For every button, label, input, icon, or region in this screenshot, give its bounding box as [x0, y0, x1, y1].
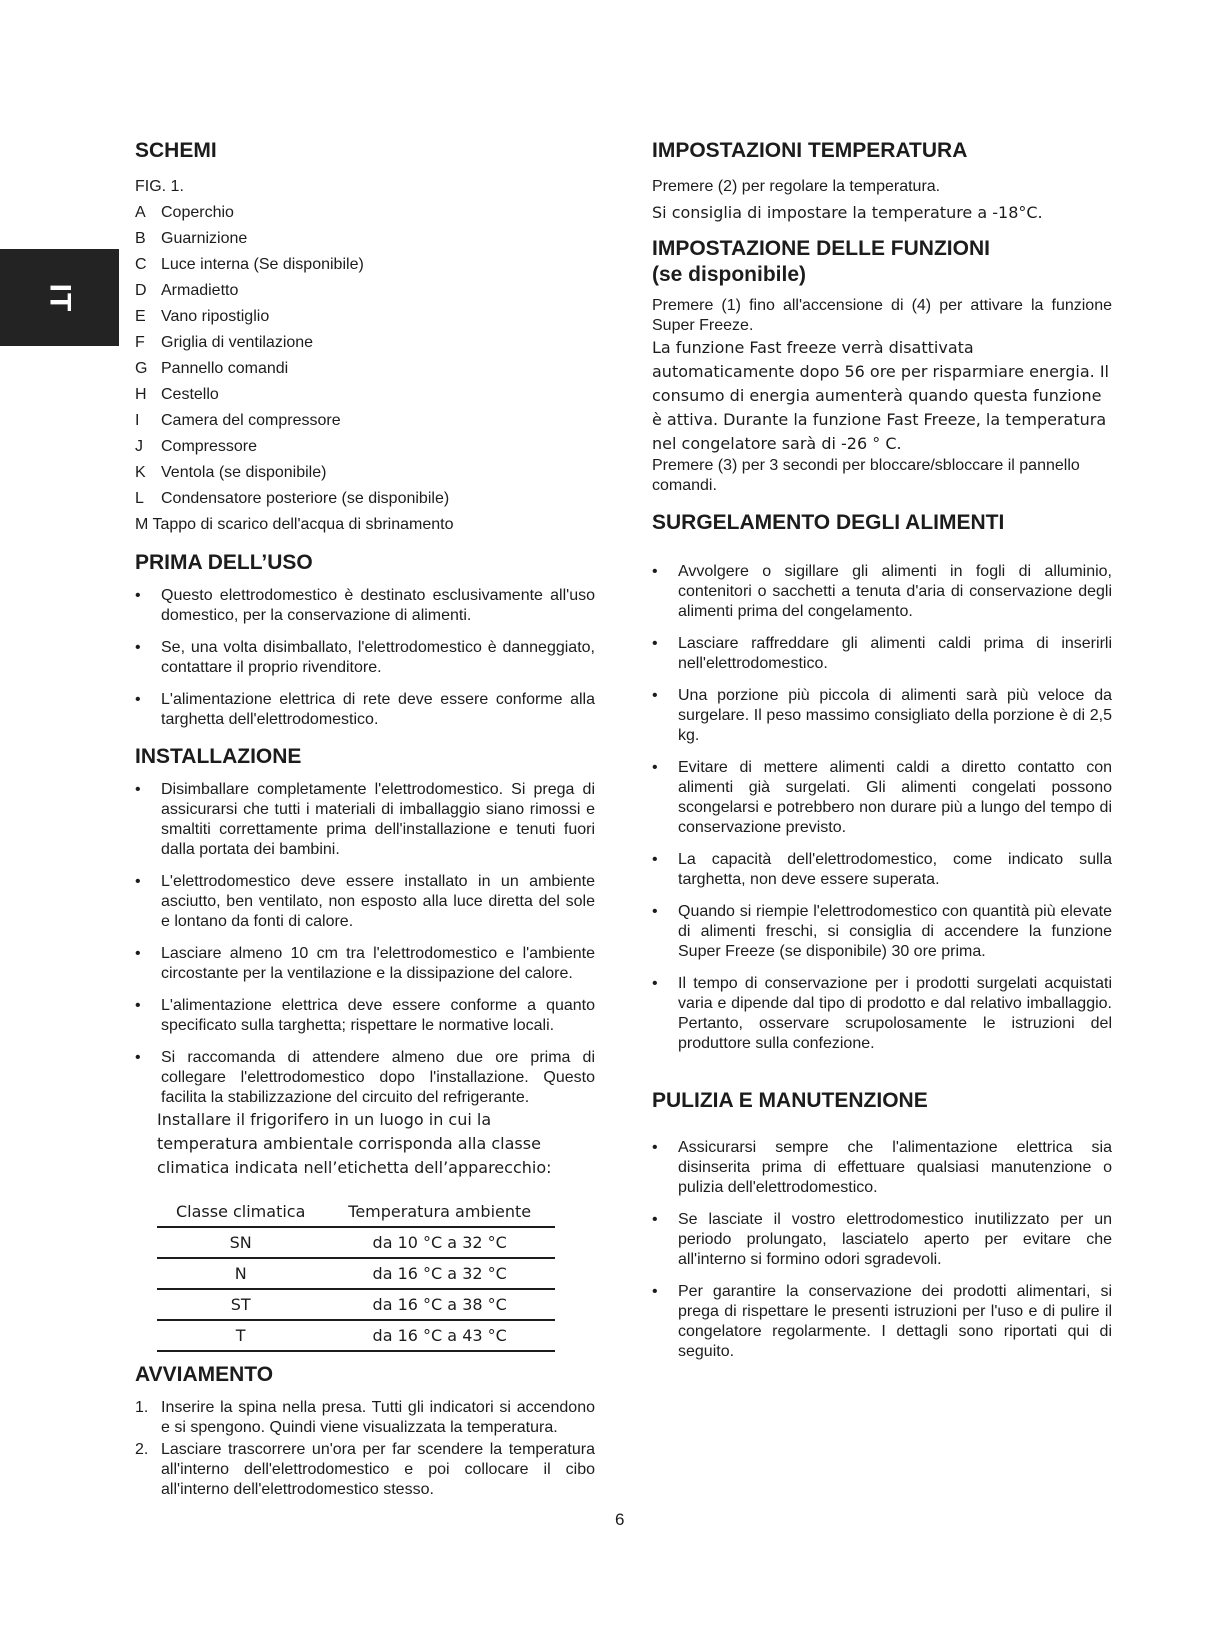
legend-item: F Griglia di ventilazione: [135, 334, 314, 351]
right-column: [652, 138, 1112, 1374]
legend-item: I Camera del compressore: [135, 412, 341, 429]
funzioni-text: Premere (3) per 3 secondi per bloccare/sbloccare il pannello comandi.: [652, 457, 1080, 494]
bullet-item: • Disimballare completamente l'elettrodomestico. Si prega di assicurarsi che tutti i materiali di imballaggio siano rimossi e smaltiti correttamente prima dell'installazione e tenuti fuori dalla portata dei bambini.: [135, 780, 595, 860]
legend-item: M Tappo di scarico dell'acqua di sbrinamento: [135, 516, 454, 533]
temperatura-line: Premere (2) per regolare la temperatura.: [652, 178, 941, 195]
table-row: N da 16 °C a 32 °C: [157, 1258, 555, 1289]
prima-bullets: [135, 586, 595, 730]
left-column: [135, 138, 595, 1502]
table-row: SN da 10 °C a 32 °C: [157, 1227, 555, 1258]
avviamento-steps: [135, 1398, 595, 1500]
section-title-funzioni: IMPOSTAZIONE DELLE FUNZIONI: [652, 237, 990, 260]
climate-intro: Installare il frigorifero in un luogo in cui la temperatura ambientale corrisponda alla classe climatica indicata nell’etichetta dell’apparecchio:: [157, 1110, 552, 1177]
bullet-item: • Quando si riempie l'elettrodomestico con quantità più elevate di alimenti freschi, si consiglia di accendere la funzione Super Freeze (se disponibile) 30 ore prima.: [652, 902, 1112, 962]
section-title-installazione: INSTALLAZIONE: [135, 745, 302, 768]
installazione-bullets: [135, 780, 595, 1108]
bullet-item: • L'elettrodomestico deve essere installato in un ambiente asciutto, ben ventilato, non esposto alla luce diretta del sole e lontano da fonti di calore.: [135, 872, 595, 932]
language-tab: [0, 249, 119, 346]
section-title-temperatura: IMPOSTAZIONI TEMPERATURA: [652, 139, 968, 162]
bullet-item: • Il tempo di conservazione per i prodotti surgelati acquistati varia e dipende dal tipo di prodotto e dal relativo imballaggio. Pertanto, osservare scrupolosamente le istruzioni del produttore sulla confezione.: [652, 974, 1112, 1054]
bullet-item: • Evitare di mettere alimenti caldi a diretto contatto con alimenti già surgelati. Gli alimenti congelati possono scongelarsi e potrebbero non durare più a lungo del tempo di conservazione previsto.: [652, 758, 1112, 838]
legend-item: L Condensatore posteriore (se disponibile): [135, 490, 450, 507]
pulizia-bullets: [652, 1138, 1112, 1362]
bullet-item: • Avvolgere o sigillare gli alimenti in fogli di alluminio, contenitori o sacchetti a tenuta d'aria di conservazione degli alimenti prima del congelamento.: [652, 562, 1112, 622]
table-header: Temperatura ambiente: [324, 1196, 555, 1227]
table-row: ST da 16 °C a 38 °C: [157, 1289, 555, 1320]
legend-item: K Ventola (se disponibile): [135, 464, 327, 481]
bullet-item: • Lasciare raffreddare gli alimenti caldi prima di inserirli nell'elettrodomestico.: [652, 634, 1112, 674]
section-title-avviamento: AVVIAMENTO: [135, 1363, 274, 1386]
language-code: IT: [43, 283, 77, 312]
funzioni-text: Premere (1) fino all'accensione di (4) per attivare la funzione Super Freeze.: [652, 297, 1112, 334]
bullet-item: • L'alimentazione elettrica deve essere conforme a quanto specificato sulla targhetta; rispettare le normative locali.: [135, 996, 595, 1036]
section-title-prima: PRIMA DELL’USO: [135, 551, 313, 574]
section-title-surgelamento: SURGELAMENTO DEGLI ALIMENTI: [652, 511, 1005, 534]
legend-item: D Armadietto: [135, 282, 239, 299]
legend-item: A Coperchio: [135, 204, 234, 221]
bullet-item: • Assicurarsi sempre che l'alimentazione elettrica sia disinserita prima di effettuare qualsiasi manutenzione o pulizia dell'elettrodomestico.: [652, 1138, 1112, 1198]
legend-item: H Cestello: [135, 386, 219, 403]
bullet-item: • Lasciare almeno 10 cm tra l'elettrodomestico e l'ambiente circostante per la ventilazione e la dissipazione del calore.: [135, 944, 595, 984]
table-header: Classe climatica: [157, 1196, 324, 1227]
legend-item: B Guarnizione: [135, 230, 248, 247]
climate-table: [157, 1196, 555, 1352]
legend-item: G Pannello comandi: [135, 360, 289, 377]
step-item: 2. Lasciare trascorrere un'ora per far scendere la temperatura all'interno dell'elettrodomestico e poi collocare il cibo all'interno dell'elettrodomestico stesso.: [135, 1441, 595, 1498]
figure-label: FIG. 1.: [135, 178, 184, 195]
bullet-item: • Se lasciate il vostro elettrodomestico inutilizzato per un periodo prolungato, lasciatelo aperto per evitare che all'interno si formino odori sgradevoli.: [652, 1210, 1112, 1270]
legend-item: C Luce interna (Se disponibile): [135, 256, 364, 273]
bullet-item: • L'alimentazione elettrica di rete deve essere conforme alla targhetta dell'elettrodomestico.: [135, 690, 595, 730]
bullet-item: • Una porzione più piccola di alimenti sarà più veloce da surgelare. Il peso massimo consigliato della porzione è di 2,5 kg.: [652, 686, 1112, 746]
bullet-item: • Questo elettrodomestico è destinato esclusivamente all'uso domestico, per la conservazione di alimenti.: [135, 586, 595, 626]
page-number: 6: [615, 1510, 625, 1529]
legend-item: J Compressore: [135, 438, 258, 455]
bullet-item: • Per garantire la conservazione dei prodotti alimentari, si prega di rispettare le presenti istruzioni per l'uso e di pulire il congelatore regolarmente. I dettagli sono riportati qui di seguito.: [652, 1282, 1112, 1362]
bullet-item: • La capacità dell'elettrodomestico, come indicato sulla targhetta, non deve essere superata.: [652, 850, 1112, 890]
temperatura-line: Si consiglia di impostare la temperature a -18°C.: [652, 203, 1043, 222]
section-title-pulizia: PULIZIA E MANUTENZIONE: [652, 1089, 928, 1112]
step-item: 1. Inserire la spina nella presa. Tutti gli indicatori si accendono e si spengono. Quindi viene visualizzata la temperatura.: [135, 1399, 595, 1436]
bullet-item: • Se, una volta disimballato, l'elettrodomestico è danneggiato, contattare il proprio rivenditore.: [135, 638, 595, 678]
section-subtitle-funzioni: (se disponibile): [652, 263, 807, 286]
bullet-item: • Si raccomanda di attendere almeno due ore prima di collegare l'elettrodomestico dopo l'installazione. Questo facilita la stabilizzazione del circuito del refrigerante.: [135, 1048, 595, 1108]
table-row: T da 16 °C a 43 °C: [157, 1320, 555, 1351]
funzioni-text: La funzione Fast freeze verrà disattivata automaticamente dopo 56 ore per risparmiare energia. Il consumo di energia aumenterà quando questa funzione è attiva. Durante la funzione Fast Freeze, la temperatura nel congelatore sarà di -26 ° C.: [652, 338, 1109, 453]
figure-legend: [135, 200, 595, 538]
section-title-schemi: SCHEMI: [135, 139, 217, 162]
legend-item: E Vano ripostiglio: [135, 308, 270, 325]
surgelamento-bullets: [652, 562, 1112, 1054]
